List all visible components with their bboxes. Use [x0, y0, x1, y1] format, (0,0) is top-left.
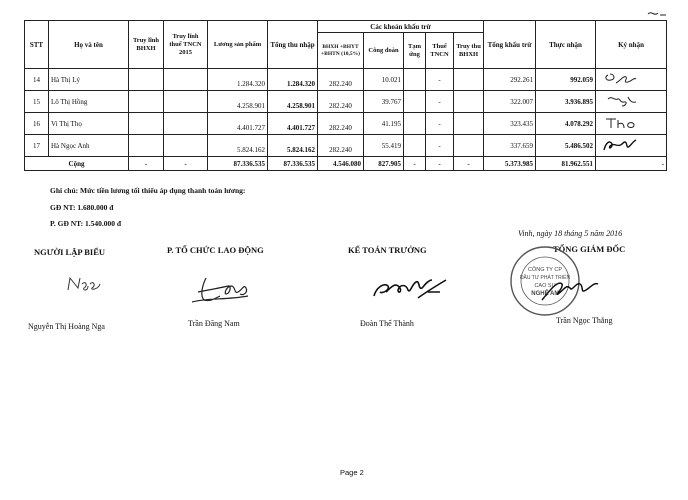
header-ky-nhan: Ký nhận: [596, 21, 667, 69]
signature-ke-toan: [368, 272, 452, 304]
row-tong: 4.258.901: [268, 91, 318, 113]
signature-3: [602, 115, 642, 131]
row-tong-khau-tru: 323.435: [484, 113, 536, 135]
row-tong-khau-tru: 337.659: [484, 135, 536, 157]
note-pgd: P. GĐ NT: 1.540.000 đ: [50, 219, 122, 228]
signature-cell: [596, 69, 667, 91]
signature-2: [602, 93, 642, 109]
table-row: [25, 135, 667, 157]
note-gd: GĐ NT: 1.680.000 đ: [50, 203, 114, 212]
payroll-table: [24, 20, 667, 171]
row-tong: 4.401.727: [268, 113, 318, 135]
row-thue: -: [426, 135, 454, 157]
header-thue-tncn: Thuế TNCN: [426, 33, 454, 69]
stamp-line-1: CÔNG TY CP: [527, 267, 563, 273]
total-tong-khau-tru: 5.373.985: [484, 157, 536, 171]
row-tong-khau-tru: 322.007: [484, 91, 536, 113]
header-name: Họ và tên: [49, 21, 129, 69]
signature-cell: [596, 91, 667, 113]
header-cong-doan: Công đoàn: [364, 33, 404, 69]
row-name: Lô Thị Hồng: [49, 91, 129, 113]
stamp-line-4: NGHỆ AN: [531, 291, 559, 297]
header-truy-linh-thue: Truy lĩnh thuế TNCN 2015: [164, 21, 208, 69]
total-truy-linh-bhxh: -: [129, 157, 164, 171]
header-luong-san-pham: Lương sản phẩm: [208, 21, 268, 69]
row-stt: 17: [25, 135, 49, 157]
sign-date: Vinh, ngày 18 tháng 5 năm 2016: [518, 229, 623, 238]
stamp-line-3: CAO SU: [534, 283, 556, 289]
header-tong-thu-nhap: Tổng thu nhập: [268, 21, 318, 69]
row-stt: 14: [25, 69, 49, 91]
total-label: Cộng: [25, 157, 129, 171]
total-ky-nhan: -: [596, 157, 667, 171]
signature-cell: [596, 135, 667, 157]
header-stt: STT: [25, 21, 49, 69]
row-thue: -: [426, 91, 454, 113]
signature-4: [600, 136, 644, 154]
total-thue: -: [426, 157, 454, 171]
total-tong: 87.336.535: [268, 157, 318, 171]
note-ghi-chu: Ghi chú: Mức tiền lương tối thiểu áp dụng thanh toán lương:: [50, 186, 246, 195]
row-name: Hà Ngọc Anh: [49, 135, 129, 157]
row-stt: 15: [25, 91, 49, 113]
table-row: [25, 69, 667, 91]
name-p-to-chuc: Trần Đăng Nam: [188, 319, 240, 328]
row-luong: 1.284.320: [208, 69, 268, 91]
row-cong-doan: 10.021: [364, 69, 404, 91]
row-cong-doan: 39.767: [364, 91, 404, 113]
row-thuc-nhan: 3.936.895: [536, 91, 596, 113]
pen-mark: [646, 8, 668, 20]
header-truy-thu-bhxh: Truy thu BHXH: [454, 33, 484, 69]
row-luong: 4.401.727: [208, 113, 268, 135]
total-cong-doan: 827.905: [364, 157, 404, 171]
row-bhxh: 282.240: [318, 135, 364, 157]
row-tong: 5.824.162: [268, 135, 318, 157]
row-stt: 16: [25, 113, 49, 135]
header-tam-ung: Tạm ứng: [404, 33, 426, 69]
header-cac-khoan-khau-tru: Các khoản khấu trừ: [318, 21, 484, 33]
stamp-line-2: ĐẦU TƯ PHÁT TRIỂN: [519, 275, 571, 281]
row-tong: 1.284.320: [268, 69, 318, 91]
row-thue: -: [426, 113, 454, 135]
role-tong-giam-doc: TỔNG GIÁM ĐỐC: [553, 244, 626, 254]
signature-nguoi-lap-bieu: [64, 272, 104, 296]
signature-tong-giam-doc: [536, 270, 606, 310]
signature-cell: [596, 113, 667, 135]
page-number: Page 2: [340, 468, 364, 477]
header-tong-khau-tru: Tổng khấu trừ: [484, 21, 536, 69]
row-name: Hà Thị Lý: [49, 69, 129, 91]
total-row: [25, 157, 667, 171]
header-truy-linh-bhxh: Truy lĩnh BHXH: [129, 21, 164, 69]
table-row: [25, 113, 667, 135]
role-ke-toan: KẾ TOÁN TRƯỞNG: [348, 245, 427, 255]
total-luong: 87.336.535: [208, 157, 268, 171]
name-nguoi-lap-bieu: Nguyễn Thị Hoàng Nga: [28, 322, 105, 331]
name-tong-giam-doc: Trần Ngọc Thắng: [556, 316, 613, 325]
row-bhxh: 282.240: [318, 91, 364, 113]
row-cong-doan: 41.195: [364, 113, 404, 135]
row-thuc-nhan: 4.078.292: [536, 113, 596, 135]
header-bhxh: BHXH +BHYT +BHTN (10,5%): [318, 33, 364, 69]
name-ke-toan: Đoàn Thế Thành: [360, 319, 414, 328]
signature-1: [602, 71, 642, 87]
table-row: [25, 91, 667, 113]
row-cong-doan: 55.419: [364, 135, 404, 157]
row-tong-khau-tru: 292.261: [484, 69, 536, 91]
row-name: Vi Thị Thọ: [49, 113, 129, 135]
role-nguoi-lap-bieu: NGƯỜI LẬP BIỂU: [34, 247, 106, 257]
total-truy-thu: -: [454, 157, 484, 171]
header-thuc-nhan: Thực nhận: [536, 21, 596, 69]
total-thuc-nhan: 81.962.551: [536, 157, 596, 171]
row-luong: 4.258.901: [208, 91, 268, 113]
row-thue: -: [426, 69, 454, 91]
row-thuc-nhan: 992.059: [536, 69, 596, 91]
role-p-to-chuc: P. TỔ CHỨC LAO ĐỘNG: [167, 245, 264, 255]
total-tam-ung: -: [404, 157, 426, 171]
row-bhxh: 282.240: [318, 69, 364, 91]
row-thuc-nhan: 5.486.502: [536, 135, 596, 157]
signature-p-to-chuc: [186, 272, 256, 308]
row-bhxh: 282.240: [318, 113, 364, 135]
total-bhxh: 4.546.080: [318, 157, 364, 171]
row-luong: 5.824.162: [208, 135, 268, 157]
total-truy-linh-thue: -: [164, 157, 208, 171]
